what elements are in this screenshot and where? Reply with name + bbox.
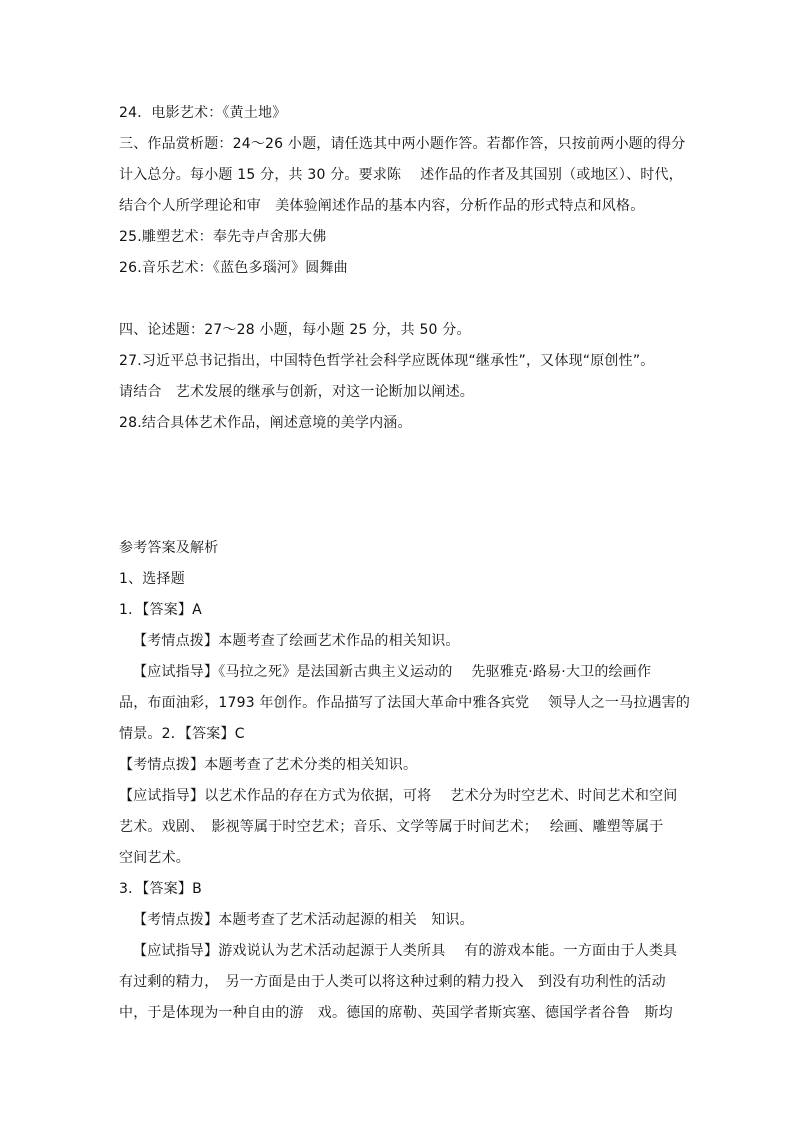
- section4-heading: 四、论述题：27～28 小题，每小题 25 分，共 50 分。: [119, 322, 471, 338]
- q27-line-1: 27.习近平总书记指出，中国特色哲学社会科学应既体现“继承性”，又体现“原创性”。: [119, 353, 655, 369]
- q27-line-2: 请结合 艺术发展的继承与创新，对这一论断加以阐述。: [119, 384, 474, 400]
- a2-guide-2: 艺术。戏剧、 影视等属于时空艺术；音乐、文学等属于时间艺术； 绘画、雕塑等属于: [119, 819, 664, 835]
- a1-guide-1: 【应试指导】《马拉之死》是法国新古典主义运动的 先驱雅克·路易·大卫的绘画作: [133, 664, 652, 680]
- a3-guide-3: 中，于是体现为一种自由的游 戏。德国的席勒、英国学者斯宾塞、德国学者谷鲁 斯均: [119, 1005, 673, 1021]
- section3-line-2: 计入总分。每小题 15 分，共 30 分。要求陈 述作品的作者及其国别（或地区）、时代，: [119, 167, 683, 183]
- q26-line: 26.音乐艺术：《蓝色多瑙河》圆舞曲: [119, 260, 348, 276]
- q25-line: 25.雕塑艺术：奉先寺卢舍那大佛: [119, 229, 327, 245]
- a1-guide-3: 情景。2．【答案】C: [119, 726, 245, 742]
- a3-guide-2: 有过剩的精力， 另一方面是由于人类可以将这种过剩的精力投入 到没有功利性的活动: [119, 974, 666, 990]
- q24-line: 24．电影艺术：《黄土地》: [119, 105, 287, 121]
- a3-point: 【考情点拨】本题考查了艺术活动起源的相关 知识。: [133, 912, 474, 928]
- a3-guide-1: 【应试指导】游戏说认为艺术活动起源于人类所具 有的游戏本能。一方面由于人类具: [133, 943, 678, 959]
- a1-point: 【考情点拨】本题考查了绘画艺术作品的相关知识。: [133, 633, 460, 649]
- a1-guide-2: 品，布面油彩，1793 年创作。作品描写了法国大革命中雅各宾党 领导人之一马拉遇害的: [119, 695, 691, 711]
- answers-heading: 参考答案及解析: [119, 540, 219, 556]
- answer-3: 3．【答案】B: [119, 881, 202, 897]
- answer-1: 1．【答案】A: [119, 602, 202, 618]
- a2-guide-1: 【应试指导】以艺术作品的存在方式为依据，可将 艺术分为时空艺术、时间艺术和空间: [119, 788, 678, 804]
- choice-heading: 1、选择题: [119, 571, 185, 587]
- q28-line: 28.结合具体艺术作品，阐述意境的美学内涵。: [119, 415, 412, 431]
- a2-guide-3: 空间艺术。: [119, 850, 190, 866]
- section3-line-3: 结合个人所学理论和审 美体验阐述作品的基本内容，分析作品的形式特点和风格。: [119, 198, 645, 214]
- section3-heading: 三、作品赏析题：24～26 小题，请任选其中两小题作答。若都作答，只按前两小题的得分: [119, 136, 686, 152]
- a2-point: 【考情点拨】本题考查了艺术分类的相关知识。: [119, 757, 418, 773]
